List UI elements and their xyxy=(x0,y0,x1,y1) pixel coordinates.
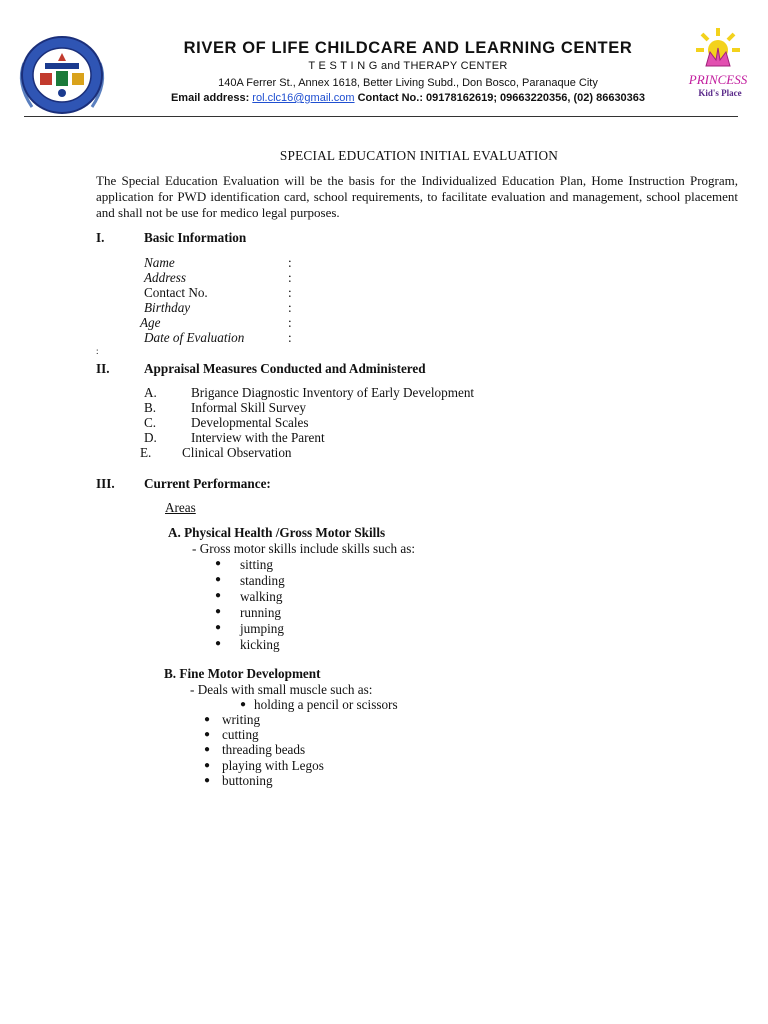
gross-motor-item: sitting xyxy=(240,557,273,572)
measure-d-letter: D. xyxy=(144,430,157,445)
svg-text:Kid's Place: Kid's Place xyxy=(698,88,742,98)
field-name-label: Name xyxy=(144,255,175,270)
section-1-number: I. xyxy=(96,230,105,245)
fine-motor-item: holding a pencil or scissors xyxy=(254,697,398,712)
bullet-icon: ● xyxy=(204,714,211,725)
fine-motor-item: playing with Legos xyxy=(222,758,324,773)
section-1-heading: Basic Information xyxy=(144,230,247,245)
field-birthday-separator: : xyxy=(288,300,292,315)
areas-label: Areas xyxy=(165,500,196,515)
measure-a-letter: A. xyxy=(144,385,157,400)
measure-b-letter: B. xyxy=(144,400,157,415)
field-address-label: Address xyxy=(144,270,187,285)
gross-motor-item: kicking xyxy=(240,637,280,652)
bullet-icon: ● xyxy=(215,606,222,617)
gross-motor-item: running xyxy=(240,605,282,620)
measure-c-text: Developmental Scales xyxy=(191,415,309,430)
header-divider xyxy=(24,116,738,117)
field-name-separator: : xyxy=(288,255,292,270)
measure-e-letter: E. xyxy=(140,445,152,460)
gross-motor-item: jumping xyxy=(240,621,284,636)
field-date-label: Date of Evaluation xyxy=(144,330,245,345)
svg-text:PRINCESS: PRINCESS xyxy=(688,72,748,87)
section-3-heading: Current Performance: xyxy=(144,476,271,491)
gross-motor-item: walking xyxy=(240,589,283,604)
field-contact-separator: : xyxy=(288,285,292,300)
bullet-icon: ● xyxy=(204,760,211,771)
fine-motor-item: cutting xyxy=(222,727,259,742)
email-label: Email address: xyxy=(170,92,250,104)
intro-paragraph: The Special Education Evaluation will be the basis for the Individualized Education Plan, Home Instruction Program, application for PWD identification card, school requirements, to facilitate evaluation and management, school placement and shall not be use for medico legal purposes. xyxy=(96,173,738,220)
bullet-icon: ● xyxy=(204,775,211,786)
center-name: RIVER OF LIFE CHILDCARE AND LEARNING CENTER xyxy=(183,39,633,57)
field-contact-label: Contact No. xyxy=(144,285,208,300)
gross-motor-item: standing xyxy=(240,573,285,588)
center-address: 140A Ferrer St., Annex 1618, Better Living Subd., Don Bosco, Paranaque City xyxy=(218,77,598,89)
fine-motor-item: threading beads xyxy=(222,742,306,757)
bullet-icon: ● xyxy=(204,729,211,740)
measure-e-text: Clinical Observation xyxy=(182,445,292,460)
section-2-heading: Appraisal Measures Conducted and Administered xyxy=(144,361,426,376)
bullet-icon: ● xyxy=(215,574,222,585)
bullet-icon: ● xyxy=(240,699,247,710)
field-age-label: Age xyxy=(140,315,161,330)
fine-motor-item: buttoning xyxy=(222,773,273,788)
measure-b-text: Informal Skill Survey xyxy=(191,400,307,415)
bullet-icon: ● xyxy=(215,622,222,633)
bullet-icon: ● xyxy=(215,638,222,649)
fine-motor-item: writing xyxy=(222,712,261,727)
measure-c-letter: C. xyxy=(144,415,157,430)
bullet-icon: ● xyxy=(215,590,222,601)
center-subtitle: T E S T I N G and THERAPY CENTER xyxy=(308,60,508,72)
field-address-separator: : xyxy=(288,270,292,285)
section-2-number: II. xyxy=(96,361,110,376)
document-title: SPECIAL EDUCATION INITIAL EVALUATION xyxy=(279,148,559,163)
section-3-number: III. xyxy=(96,476,115,491)
subsection-a-intro: - Gross motor skills include skills such as: xyxy=(192,541,416,556)
stray-separator: : xyxy=(96,346,99,356)
contact-line xyxy=(0,92,768,104)
email-link[interactable]: rol.clc16@gmail.com xyxy=(252,92,355,104)
field-birthday-label: Birthday xyxy=(144,300,191,315)
measure-d-text: Interview with the Parent xyxy=(191,430,325,445)
subsection-b-intro: - Deals with small muscle such as: xyxy=(190,682,373,697)
field-age-separator: : xyxy=(288,315,292,330)
contact-numbers: Contact No.: 09178162619; 09663220356, (02) 86630363 xyxy=(357,92,646,104)
bullet-icon: ● xyxy=(204,744,211,755)
bullet-icon: ● xyxy=(215,558,222,569)
field-date-separator: : xyxy=(288,330,292,345)
subsection-a-heading: A. Physical Health /Gross Motor Skills xyxy=(168,525,386,540)
subsection-b-heading: B. Fine Motor Development xyxy=(164,666,321,681)
measure-a-text: Brigance Diagnostic Inventory of Early Development xyxy=(191,385,475,400)
